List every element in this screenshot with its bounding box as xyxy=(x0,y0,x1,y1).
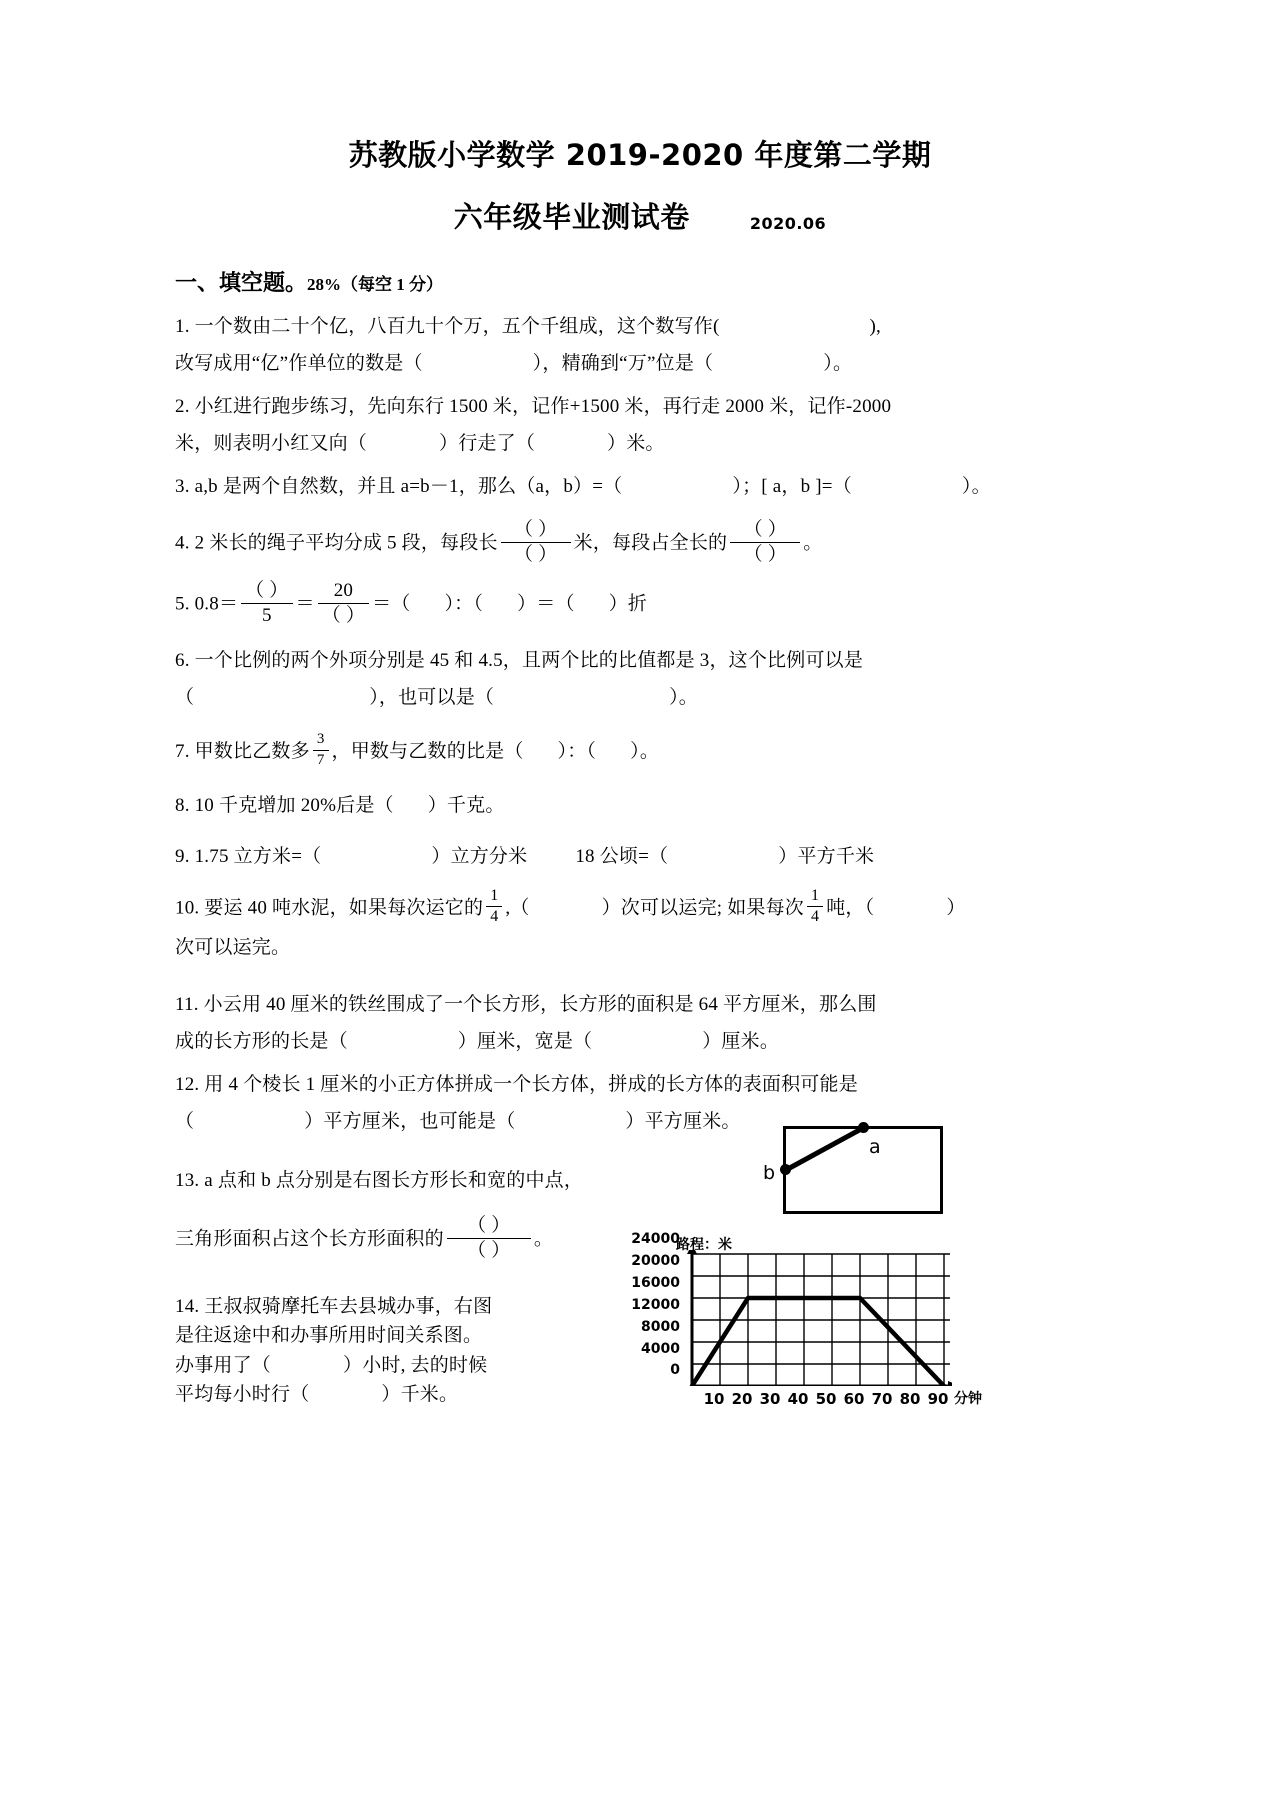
q3-text-c: ）。 xyxy=(961,475,991,497)
point-b-dot xyxy=(780,1164,791,1175)
q13-line2-text: 三角形面积占这个长方形面积的 xyxy=(175,1228,444,1250)
question-14 xyxy=(175,1292,595,1410)
title-line-2-row xyxy=(175,195,1105,236)
chart-ytick-4: 16000 xyxy=(631,1275,680,1291)
q5-frac1-denominator: 5 xyxy=(261,604,272,626)
chart-x-axis-label: 分钟 xyxy=(954,1391,982,1407)
q14-line4a: 平均每小时行（ xyxy=(175,1384,310,1406)
q5-fraction-1[interactable] xyxy=(241,580,292,627)
q7-text-d: ）。 xyxy=(630,740,660,762)
chart-ytick-6: 24000 xyxy=(631,1231,680,1247)
q2-line2c: ）米。 xyxy=(607,432,665,454)
question-6 xyxy=(175,642,1105,716)
q10-frac2-denominator: 4 xyxy=(811,908,820,926)
q4-text-b: 米，每段占全长的 xyxy=(573,532,728,554)
q14-line2: 是往返途中和办事所用时间关系图。 xyxy=(175,1325,483,1347)
q7-text-b: ，甲数与乙数的比是（ xyxy=(331,740,524,762)
q3-text-a: 3. a,b 是两个自然数，并且 a=b－1，那么（a，b）=（ xyxy=(175,475,623,497)
chart-x-arrow xyxy=(948,1381,952,1386)
question-7 xyxy=(175,733,1105,771)
q10-frac1-denominator: 4 xyxy=(490,908,499,926)
q11-line2b: ）厘米，宽是（ xyxy=(457,1030,593,1052)
distance-time-chart xyxy=(628,1231,982,1416)
chart-xtick-0: 10 xyxy=(703,1390,725,1408)
q1-line2c: ）。 xyxy=(823,352,853,374)
q11-line2 xyxy=(175,1023,1105,1060)
point-b-label: b xyxy=(763,1162,776,1184)
q7-frac-denominator: 7 xyxy=(316,751,325,768)
q11-line2c: ）厘米。 xyxy=(702,1030,780,1052)
chart-plot-area xyxy=(684,1250,952,1386)
chart-xtick-4: 50 xyxy=(815,1390,837,1408)
q10-fraction-1 xyxy=(486,887,502,927)
q5-frac1-numerator[interactable]: （ ） xyxy=(241,580,292,604)
q10-line1 xyxy=(175,886,1105,929)
chart-ytick-1: 4000 xyxy=(641,1341,680,1357)
q14-line3 xyxy=(175,1351,595,1380)
q3-text-b: ）；[ a，b ]=（ xyxy=(732,475,852,497)
question-3 xyxy=(175,468,1105,505)
title-line-1: 苏教版小学数学 2019-2020 年度第二学期 xyxy=(348,138,932,172)
q5-frac2-denominator[interactable]: （ ） xyxy=(321,604,366,626)
q6-line2 xyxy=(175,679,1105,716)
chart-xtick-2: 30 xyxy=(759,1390,781,1408)
chart-xtick-8: 90 xyxy=(927,1390,949,1408)
q2-line2 xyxy=(175,425,1105,462)
chart-xtick-7: 80 xyxy=(899,1390,921,1408)
q6-line2b: ），也可以是（ xyxy=(369,687,495,709)
q9-text-b: ）立方分米 xyxy=(431,845,528,867)
q13-frac-numerator[interactable]: （ ） xyxy=(447,1215,531,1239)
q4-fraction-2[interactable] xyxy=(730,519,800,566)
q4-frac1-numerator[interactable]: （ ） xyxy=(501,519,571,543)
page-title xyxy=(175,138,1105,236)
q8-text-a: 8. 10 千克增加 20%后是（ xyxy=(175,794,394,816)
q4-frac1-denominator[interactable]: （ ） xyxy=(513,543,558,565)
question-1 xyxy=(175,308,1105,382)
q7-fraction xyxy=(313,731,329,769)
chart-y-ticks xyxy=(628,1231,680,1386)
q13-frac-denominator[interactable]: （ ） xyxy=(467,1239,511,1261)
q2-line1: 2. 小红进行跑步练习，先向东行 1500 米，记作+1500 米，再行走 2000 米，记作-2000 xyxy=(175,395,892,417)
q5-fraction-2[interactable] xyxy=(318,580,369,627)
question-12 xyxy=(175,1066,1105,1140)
triangle-segment-svg xyxy=(783,1126,953,1221)
q1-line2a: 改写成用“亿”作单位的数是（ xyxy=(175,352,423,374)
q4-text-a: 4. 2 米长的绳子平均分成 5 段，每段长 xyxy=(175,532,498,554)
chart-y-axis-label: 路程：米 xyxy=(676,1237,732,1253)
q14-line4 xyxy=(175,1380,595,1409)
q11-line2a: 成的长方形的长是（ xyxy=(175,1030,348,1052)
question-9 xyxy=(175,838,1105,875)
q10-text-a: 10. 要运 40 吨水泥，如果每次运它的 xyxy=(175,897,484,919)
q9-text-a: 9. 1.75 立方米=（ xyxy=(175,845,322,867)
q12-line1: 12. 用 4 个棱长 1 厘米的小正方体拼成一个长方体，拼成的长方体的表面积可能是 xyxy=(175,1073,858,1095)
q4-text-c: 。 xyxy=(803,532,823,554)
chart-xtick-1: 20 xyxy=(731,1390,753,1408)
q14-line3a: 办事用了（ xyxy=(175,1354,272,1376)
chart-ytick-5: 20000 xyxy=(631,1253,680,1269)
q7-frac-numerator: 3 xyxy=(313,731,329,750)
q1-line2b: ），精确到“万”位是（ xyxy=(532,352,714,374)
question-5 xyxy=(175,579,1105,629)
question-8 xyxy=(175,787,1105,824)
rectangle-figure xyxy=(763,1126,953,1221)
q12-line2b: ）平方厘米，也可能是（ xyxy=(304,1110,516,1132)
q5-text-c: ）：（ xyxy=(444,593,484,615)
q11-line1: 11. 小云用 40 厘米的铁丝围成了一个长方形，长方形的面积是 64 平方厘米，那么围 xyxy=(175,993,877,1015)
question-11 xyxy=(175,986,1105,1060)
q5-text-d: ）＝（ xyxy=(517,593,575,615)
q4-frac2-denominator[interactable]: （ ） xyxy=(743,543,787,565)
chart-y-arrow xyxy=(687,1250,697,1254)
q8-text-b: ）千克。 xyxy=(427,794,505,816)
q2-line2b: ）行走了（ xyxy=(439,432,536,454)
chart-xtick-5: 60 xyxy=(843,1390,865,1408)
q1-line1-text: 1. 一个数由二十个亿，八百九十个万，五个千组成，这个数写作( xyxy=(175,315,720,337)
section-heading xyxy=(175,266,1105,297)
q1-line1-end: ), xyxy=(869,315,882,337)
q10-frac1-numerator: 1 xyxy=(486,887,502,907)
q12-line2c: ）平方厘米。 xyxy=(625,1110,741,1132)
exam-date: 2020.06 xyxy=(749,213,827,233)
q13-line3-text: 。 xyxy=(533,1228,554,1250)
q14-line3b: ）小时, 去的时候 xyxy=(343,1354,488,1376)
q6-line2a: （ xyxy=(175,687,195,709)
chart-axes xyxy=(687,1250,952,1386)
q6-line1: 6. 一个比例的两个外项分别是 45 和 4.5，且两个比的比值都是 3，这个比例可以是 xyxy=(175,650,864,672)
q12-line2a: （ xyxy=(175,1110,195,1132)
q9-text-d: ）平方千米 xyxy=(778,845,875,867)
q2-line2a: 米，则表明小红又向（ xyxy=(175,432,368,454)
question-10 xyxy=(175,886,1105,966)
q7-text-c: ）：（ xyxy=(557,740,597,762)
point-a-dot xyxy=(858,1122,869,1133)
q13-line1: 13. a 点和 b 点分别是右图长方形长和宽的中点， xyxy=(175,1170,584,1191)
q9-text-c: 18 公顷=（ xyxy=(575,845,669,867)
chart-ytick-2: 8000 xyxy=(641,1319,680,1335)
q4-frac2-numerator[interactable]: （ ） xyxy=(730,519,800,543)
chart-horizontal-gridlines xyxy=(692,1254,950,1364)
page-content xyxy=(175,0,1105,1409)
q12-line2 xyxy=(175,1103,1105,1140)
section-label: 一、填空题。 xyxy=(175,270,308,296)
q7-text-a: 7. 甲数比乙数多 xyxy=(175,740,310,762)
q10-frac2-numerator: 1 xyxy=(807,887,823,907)
q6-line2c: ）。 xyxy=(669,687,699,709)
q1-line1 xyxy=(175,308,1105,345)
q13-fraction[interactable] xyxy=(447,1215,531,1262)
q14-line4b: ）千米。 xyxy=(381,1384,459,1406)
q10-text-d: 吨，（ xyxy=(826,897,875,919)
q10-line2: 次可以运完。 xyxy=(175,936,291,958)
point-a-label: a xyxy=(869,1136,881,1158)
q10-text-e: ） xyxy=(946,897,966,919)
q5-frac2-numerator: 20 xyxy=(318,580,369,604)
chart-ytick-3: 12000 xyxy=(631,1297,680,1313)
q10-text-c: ）次可以运完; 如果每次 xyxy=(601,897,804,919)
chart-ytick-0: 0 xyxy=(670,1362,680,1378)
q10-text-b: ,（ xyxy=(505,897,530,919)
q5-text-b: ＝（ xyxy=(372,593,411,615)
chart-xtick-3: 40 xyxy=(787,1390,809,1408)
q5-equals: ＝ xyxy=(295,593,315,615)
q5-text-a: 5. 0.8＝ xyxy=(175,593,239,615)
question-2 xyxy=(175,388,1105,462)
q1-line2 xyxy=(175,345,1105,382)
chart-xtick-6: 70 xyxy=(871,1390,893,1408)
q10-fraction-2 xyxy=(807,887,823,927)
title-line-2: 六年级毕业测试卷 xyxy=(453,199,690,234)
q5-text-e: ）折 xyxy=(608,593,648,615)
q4-fraction-1[interactable] xyxy=(501,519,571,566)
question-4 xyxy=(175,521,1105,568)
q14-line1: 14. 王叔叔骑摩托车去县城办事，右图 xyxy=(175,1295,493,1317)
section-score: 28%（每空 1 分） xyxy=(307,274,444,294)
